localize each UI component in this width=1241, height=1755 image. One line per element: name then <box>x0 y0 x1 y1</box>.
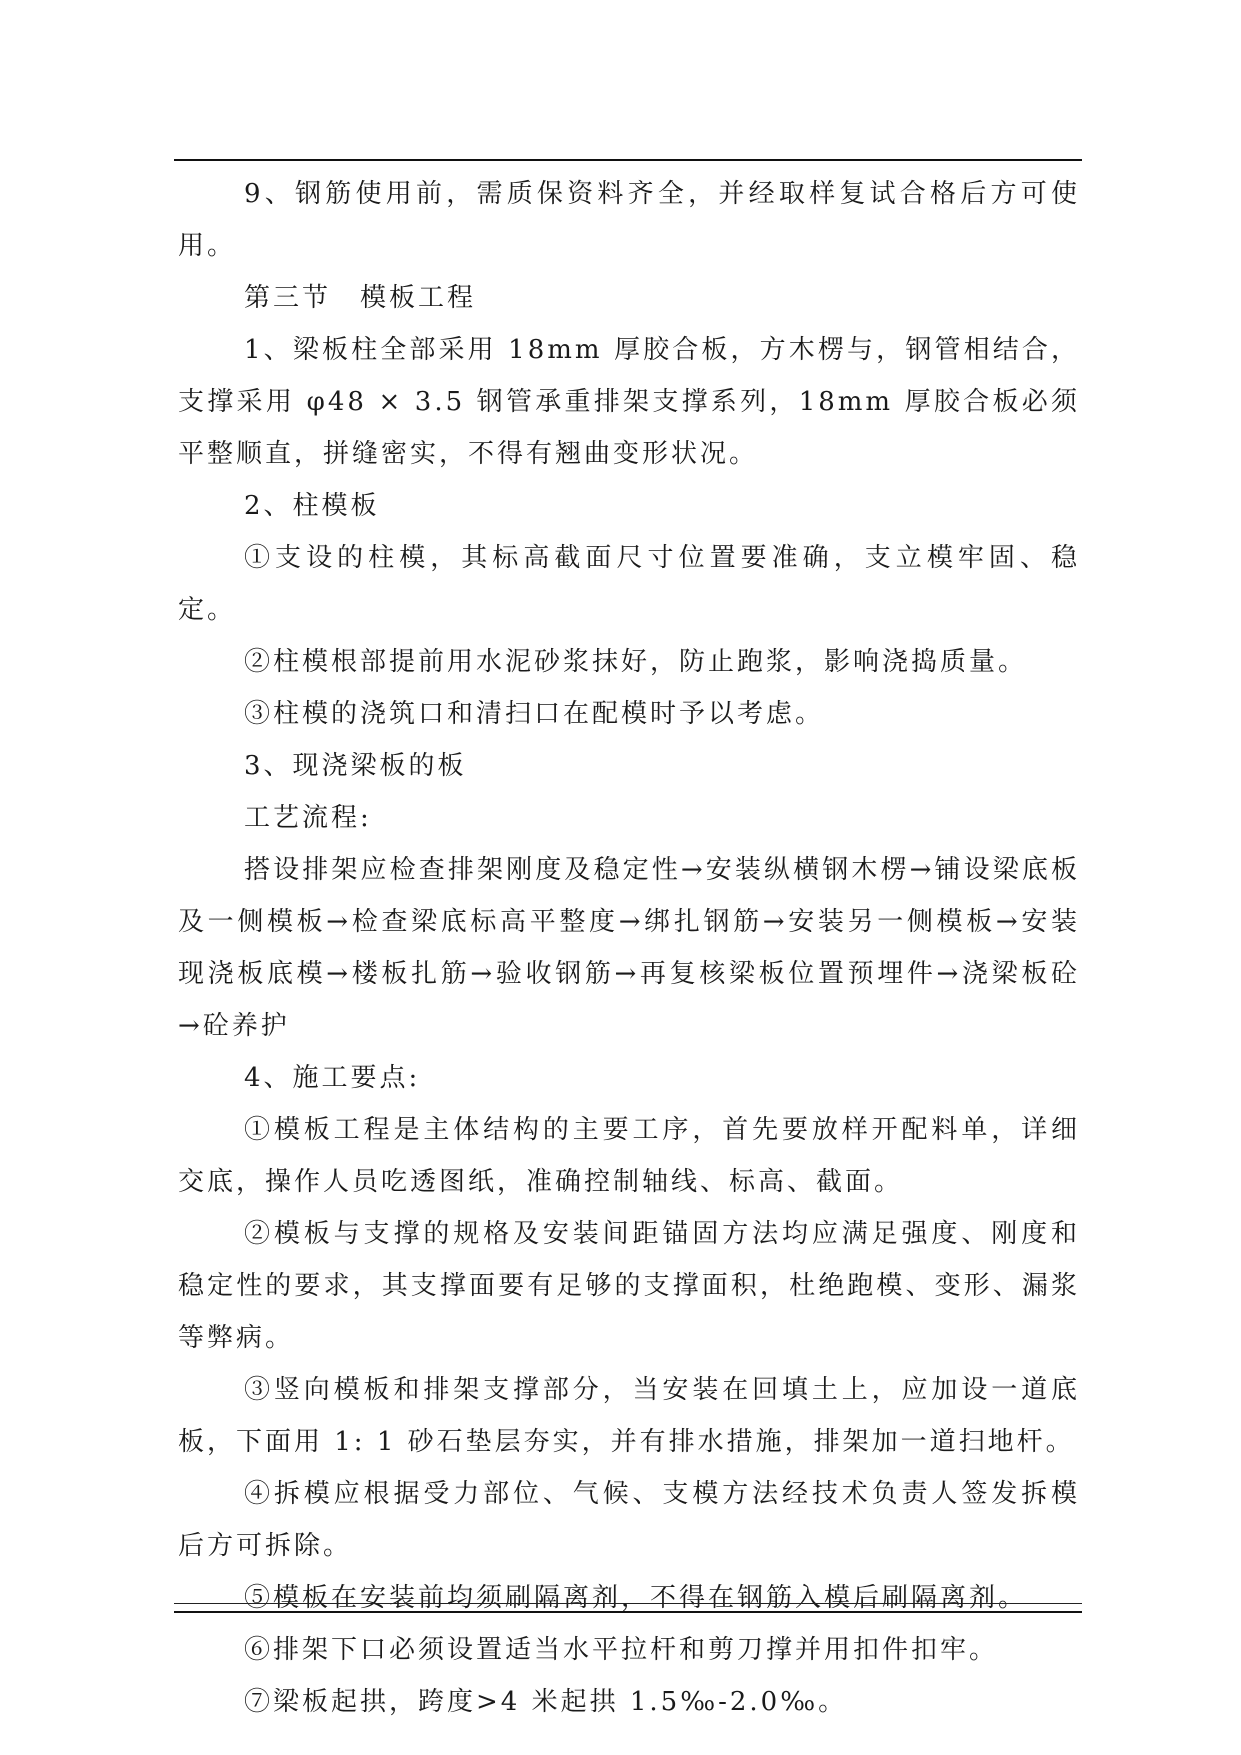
header-rule <box>174 159 1082 161</box>
subheading-construction-points: 4、施工要点: <box>244 1063 421 1093</box>
paragraph-point-4: ④拆模应根据受力部位、气候、支模方法经技术负责人签发拆模后方可拆除。 <box>178 1479 1080 1561</box>
paragraph-column-point-1: ①支设的柱模，其标高截面尺寸位置要准确，支立模牢固、稳定。 <box>178 543 1080 625</box>
paragraph-point-5: ⑤模板在安装前均须刷隔离剂，不得在钢筋入模后刷隔离剂。 <box>244 1583 1028 1613</box>
paragraph-column-point-3: ③柱模的浇筑口和清扫口在配模时予以考虑。 <box>244 699 825 729</box>
subheading-column-formwork: 2、柱模板 <box>244 491 380 521</box>
footer-rule-thin <box>174 1603 1082 1604</box>
footer-rule-thick <box>174 1611 1082 1613</box>
document-body <box>178 168 1080 1728</box>
label-process-flow: 工艺流程: <box>244 803 372 833</box>
subheading-cast-slab: 3、现浇梁板的板 <box>244 751 467 781</box>
section-heading-formwork: 第三节 模板工程 <box>244 283 477 313</box>
paragraph-rebar-item-9: 9、钢筋使用前，需质保资料齐全，并经取样复试合格后方可使用。 <box>178 179 1080 261</box>
paragraph-point-2: ②模板与支撑的规格及安装间距锚固方法均应满足强度、刚度和稳定性的要求，其支撑面要有足够的支撑面积，杜绝跑模、变形、漏浆等弊病。 <box>178 1219 1080 1353</box>
paragraph-column-point-2: ②柱模根部提前用水泥砂浆抹好，防止跑浆，影响浇捣质量。 <box>244 647 1028 677</box>
paragraph-process-flow: 搭设排架应检查排架刚度及稳定性→安装纵横钢木楞→铺设梁底板及一侧模板→检查梁底标高平整度→绑扎钢筋→安装另一侧模板→安装现浇板底模→楼板扎筋→验收钢筋→再复核梁板位置预埋件→浇梁板砼→砼养护 <box>178 855 1080 1041</box>
paragraph-point-1: ①模板工程是主体结构的主要工序，首先要放样开配料单，详细交底，操作人员吃透图纸，准确控制轴线、标高、截面。 <box>178 1115 1080 1197</box>
paragraph-point-6: ⑥排架下口必须设置适当水平拉杆和剪刀撑并用扣件扣牢。 <box>244 1635 999 1665</box>
paragraph-formwork-item-1: 1、梁板柱全部采用 18mm 厚胶合板，方木楞与，钢管相结合，支撑采用 φ48 × 3.5 钢管承重排架支撑系列，18mm 厚胶合板必须平整顺直，拼缝密实，不得有翘曲变形状况。 <box>178 335 1080 469</box>
paragraph-point-3: ③竖向模板和排架支撑部分，当安装在回填土上，应加设一道底板，下面用 1: 1 砂石垫层夯实，并有排水措施，排架加一道扫地杆。 <box>178 1375 1080 1457</box>
paragraph-point-7: ⑦梁板起拱，跨度>4 米起拱 1.5‰-2.0‰。 <box>244 1687 848 1717</box>
